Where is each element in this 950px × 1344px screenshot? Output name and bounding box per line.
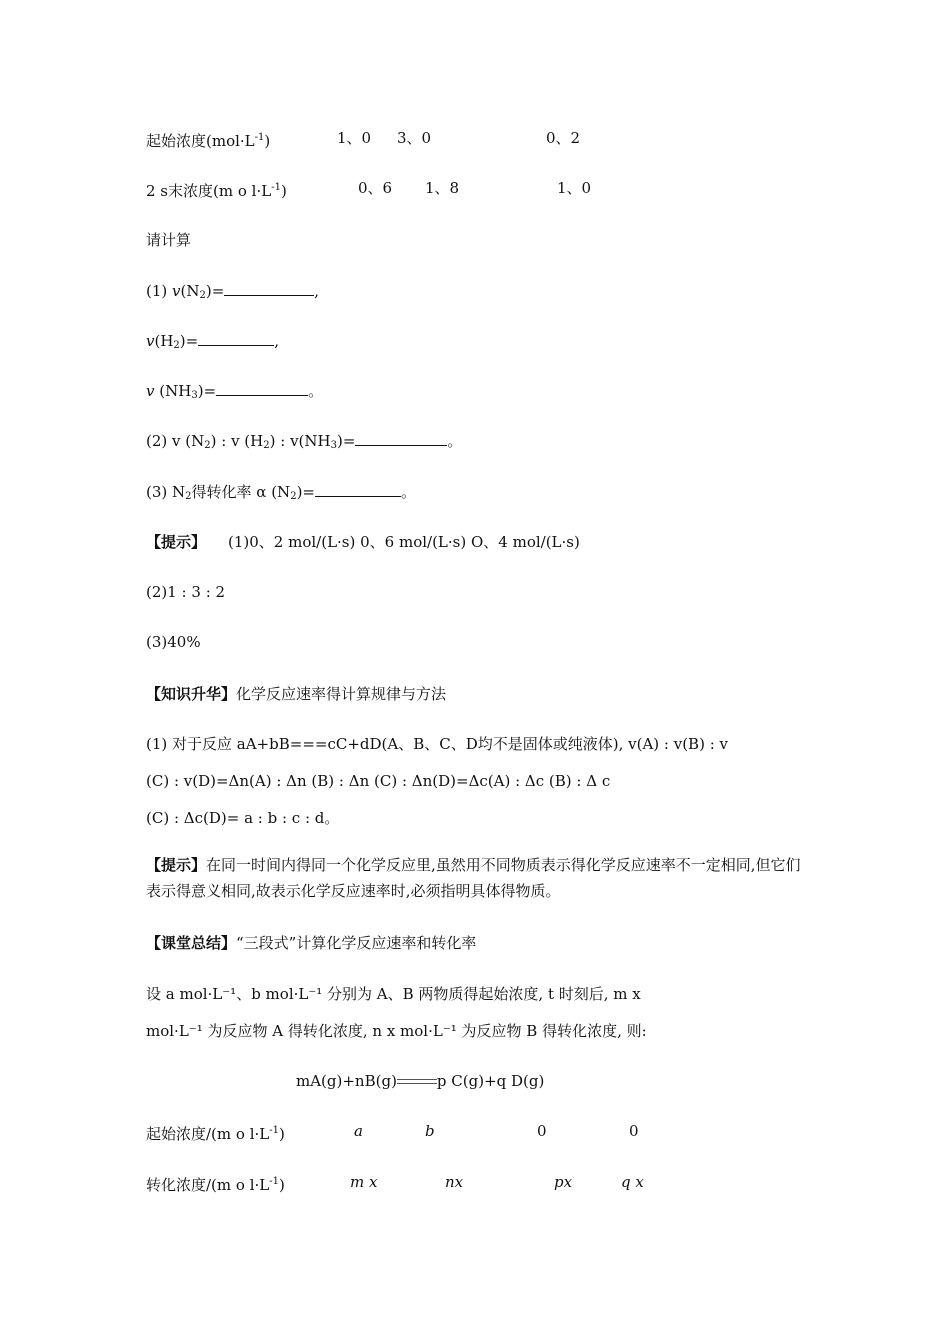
rule-line-1: (1) 对于反应 aA+bB===cC+dD(A、B、C、D均不是固体或纯液体), v(A) : v(B) : v (146, 735, 728, 753)
rule-line-3: (C) : Δc(D)= a : b : c : d。 (146, 809, 340, 827)
summary-tag: 【课堂总结】 (146, 934, 237, 952)
equilibrium-arrow-icon (397, 1077, 437, 1087)
row-end-n2: 0、6 (358, 179, 393, 197)
answer-blank-conversion[interactable] (315, 482, 401, 497)
knowledge-tag: 【知识升华】 (146, 685, 237, 703)
question-1: (1) $v(N_2)=$ , (146, 282, 320, 301)
rule-line-2: (C) : v(D)=Δn(A) : Δn (B) : Δn (C) : Δn(D)=Δc(A) : Δc (B) : Δ c (146, 772, 611, 790)
t2-row-conv-b: nx (445, 1173, 464, 1191)
row-end-h2: 1、8 (425, 179, 460, 197)
hint-answer-2: (2)1 : 3 : 2 (146, 583, 226, 601)
answer-blank-nh3[interactable] (216, 381, 308, 396)
t2-row-start-a: a (354, 1122, 363, 1140)
hint-note: 【提示】在同一时间内得同一个化学反应里,虽然用不同物质表示得化学反应速率不一定相同,但它们表示得意义相同,故表示化学反应速率时,必须指明具体得物质。 (146, 856, 801, 900)
question-3: (3) $N_2$得转化率 α $(N_2)=$ 。 (146, 483, 416, 502)
row-end-label: 2 s末浓度(m o $l\cdot L^{-1}$) (146, 182, 287, 200)
answer-blank-ratio[interactable] (355, 431, 447, 446)
row-start-n2: 1、0 (337, 129, 372, 147)
hint-answers: 【提示】 (1)0、2 mol/(L·s) 0、6 mol/(L·s) O、4 mol/(L·s) (146, 533, 580, 551)
setup-line-2: mol·L⁻¹ 为反应物 A 得转化浓度, n x mol·L⁻¹ 为反应物 B 得转化浓度, 则: (146, 1022, 647, 1040)
t2-row-conv-label: 转化浓度/(m o $l\cdot L^{-1}$) (146, 1176, 285, 1194)
answer-blank-h2[interactable] (198, 331, 274, 346)
knowledge-heading: 【知识升华】化学反应速率得计算规律与方法 (146, 685, 447, 703)
answer-blank-n2[interactable] (224, 281, 314, 296)
question-1c: v $(NH_3)=$ 。 (146, 382, 324, 401)
t2-row-start-c: 0 (537, 1122, 547, 1140)
row-end-nh3: 1、0 (557, 179, 592, 197)
t2-row-start-b: b (425, 1122, 435, 1140)
hint-tag: 【提示】 (146, 533, 207, 551)
question-2: (2) v $(N_2)$ : v $(H_2)$ : $v(NH_3)=$ 。 (146, 432, 463, 451)
t2-row-start-label: 起始浓度/(m o $l\cdot L^{-1}$) (146, 1125, 285, 1143)
reaction-equation: mA(g)+nB(g) p C(g)+q D(g) (296, 1072, 545, 1090)
question-1b: $v(H_2)=$ , (146, 332, 279, 351)
row-start-h2: 3、0 (397, 129, 432, 147)
prompt: 请计算 (146, 231, 192, 249)
hint-note-tag: 【提示】 (146, 856, 207, 874)
t2-row-conv-d: q x (621, 1173, 644, 1191)
t2-row-start-d: 0 (629, 1122, 639, 1140)
row-start-nh3: 0、2 (546, 129, 581, 147)
t2-row-conv-a: m x (350, 1173, 378, 1191)
summary-heading: 【课堂总结】“三段式”计算化学反应速率和转化率 (146, 934, 477, 952)
setup-line-1: 设 a mol·L⁻¹、b mol·L⁻¹ 分别为 A、B 两物质得起始浓度, t 时刻后, m x (146, 985, 641, 1003)
hint-answer-3: (3)40% (146, 633, 201, 651)
t2-row-conv-c: px (554, 1173, 573, 1191)
row-start-label: 起始浓度$(mol\cdot L^{-1})$ (146, 132, 271, 150)
